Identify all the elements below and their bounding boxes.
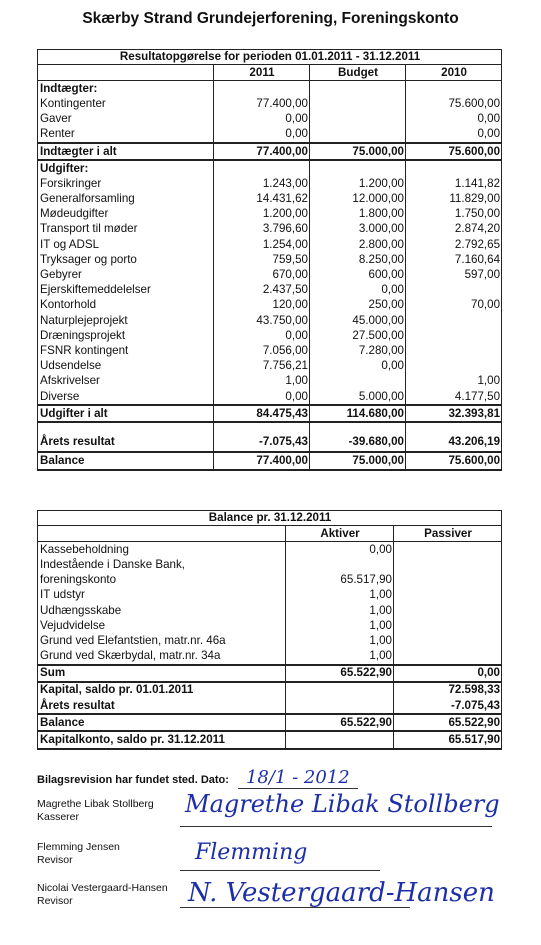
row-value: 2.874,20: [406, 222, 502, 237]
row-value: 65.522,90: [286, 665, 394, 682]
row-value: 0,00: [286, 542, 394, 558]
row-value: 1,00: [214, 374, 310, 389]
row-value: 1.200,00: [310, 176, 406, 191]
revision-statement: [37, 767, 358, 788]
signatory-2: [37, 841, 120, 867]
table-row: [38, 343, 502, 358]
row-value: 5.000,00: [310, 389, 406, 405]
row-label: Sum: [38, 665, 286, 682]
row-value: [394, 588, 502, 603]
row-value: 120,00: [214, 298, 310, 313]
row-value: 0,00: [406, 127, 502, 143]
table-row: [38, 649, 502, 665]
row-value: 72.598,33: [394, 682, 502, 698]
signature-line: [180, 907, 410, 908]
row-value: 43.750,00: [214, 313, 310, 328]
table-row: [38, 698, 502, 714]
column-header: 2010: [406, 65, 502, 81]
table-row: [38, 452, 502, 469]
row-value: 0,00: [406, 112, 502, 127]
row-label: Indtægter i alt: [38, 143, 214, 160]
row-value: [310, 422, 406, 433]
table-row: [38, 176, 502, 191]
row-label: Kontorhold: [38, 298, 214, 313]
row-value: 77.400,00: [214, 96, 310, 111]
row-value: 75.000,00: [310, 452, 406, 469]
row-value: 2.792,65: [406, 237, 502, 252]
row-value: [310, 160, 406, 176]
signatory-role: Kasserer: [37, 811, 80, 823]
table-row: [38, 389, 502, 405]
table-row: [38, 112, 502, 127]
row-value: 1.800,00: [310, 207, 406, 222]
row-value: 65.522,90: [286, 714, 394, 731]
row-value: 4.177,50: [406, 389, 502, 405]
row-value: 1,00: [286, 649, 394, 665]
table-row: [38, 192, 502, 207]
row-value: 65.517,90: [286, 573, 394, 588]
row-label: Diverse: [38, 389, 214, 405]
table-row: [38, 96, 502, 111]
row-label: Indestående i Danske Bank,: [38, 557, 286, 572]
row-value: 12.000,00: [310, 192, 406, 207]
table-row: [38, 160, 502, 176]
row-value: 1.141,82: [406, 176, 502, 191]
row-label: Ejerskiftemeddelelser: [38, 283, 214, 298]
row-value: 0,00: [214, 112, 310, 127]
row-value: 8.250,00: [310, 252, 406, 267]
column-header: 2011: [214, 65, 310, 81]
row-value: [406, 359, 502, 374]
column-header: Passiver: [394, 526, 502, 542]
table-row: [38, 588, 502, 603]
row-value: -7.075,43: [214, 433, 310, 452]
signatory-1: [37, 798, 154, 824]
row-label: Gaver: [38, 112, 214, 127]
row-value: 77.400,00: [214, 143, 310, 160]
table-caption: Resultatopgørelse for perioden 01.01.2011 - 31.12.2011: [38, 50, 502, 65]
row-label: Udgifter i alt: [38, 405, 214, 422]
row-value: 27.500,00: [310, 328, 406, 343]
row-label: FSNR kontingent: [38, 343, 214, 358]
row-value: 43.206,19: [406, 433, 502, 452]
row-value: [394, 649, 502, 665]
row-label: IT og ADSL: [38, 237, 214, 252]
row-value: [286, 557, 394, 572]
row-value: [310, 81, 406, 97]
table-row: [38, 222, 502, 237]
table-row: [38, 207, 502, 222]
row-value: [394, 633, 502, 648]
row-label: Gebyrer: [38, 267, 214, 282]
row-value: 65.517,90: [394, 731, 502, 748]
signatory-3: [37, 882, 168, 908]
revision-text: Bilagsrevision har fundet sted. Dato:: [37, 774, 229, 786]
row-value: 11.829,00: [406, 192, 502, 207]
table-row: [38, 665, 502, 682]
row-label: Generalforsamling: [38, 192, 214, 207]
row-value: [214, 81, 310, 97]
row-value: 75.600,00: [406, 452, 502, 469]
row-value: [214, 422, 310, 433]
row-label: IT udstyr: [38, 588, 286, 603]
row-value: 1,00: [286, 618, 394, 633]
table-row: [38, 313, 502, 328]
signatory-name: Flemming Jensen: [37, 841, 120, 853]
document-title: Skærby Strand Grundejerforening, Foreningskonto: [82, 10, 459, 27]
row-value: 77.400,00: [214, 452, 310, 469]
row-value: 2.437,50: [214, 283, 310, 298]
row-value: 7.280,00: [310, 343, 406, 358]
row-value: 0,00: [214, 328, 310, 343]
row-value: 0,00: [394, 665, 502, 682]
row-value: 7.160,64: [406, 252, 502, 267]
column-header: [38, 526, 286, 542]
row-value: 1.200,00: [214, 207, 310, 222]
row-label: Udhængsskabe: [38, 603, 286, 618]
row-value: 600,00: [310, 267, 406, 282]
table-row: [38, 405, 502, 422]
row-value: [406, 422, 502, 433]
row-value: [394, 542, 502, 558]
row-label: Kassebeholdning: [38, 542, 286, 558]
row-value: 1,00: [286, 588, 394, 603]
row-value: 84.475,43: [214, 405, 310, 422]
row-value: -39.680,00: [310, 433, 406, 452]
column-header: Aktiver: [286, 526, 394, 542]
signature-stollberg: Magrethe Libak Stollberg: [185, 790, 500, 818]
row-label: Vejudvidelse: [38, 618, 286, 633]
row-label: Udgifter:: [38, 160, 214, 176]
row-value: 65.522,90: [394, 714, 502, 731]
table-row: [38, 682, 502, 698]
table-row: [38, 374, 502, 389]
row-label: foreningskonto: [38, 573, 286, 588]
row-value: 0,00: [214, 389, 310, 405]
row-value: 0,00: [310, 283, 406, 298]
row-value: 32.393,81: [406, 405, 502, 422]
table-row: [38, 267, 502, 282]
row-label: Kapitalkonto, saldo pr. 31.12.2011: [38, 731, 286, 748]
row-value: [394, 573, 502, 588]
row-value: [394, 618, 502, 633]
row-value: [406, 343, 502, 358]
row-value: [406, 313, 502, 328]
row-value: 75.600,00: [406, 143, 502, 160]
table-row: [38, 359, 502, 374]
signature-line: [180, 870, 380, 871]
table-row: [38, 127, 502, 143]
revision-date: 18/1 - 2012: [238, 767, 358, 789]
table-row: [38, 328, 502, 343]
table-row: [38, 603, 502, 618]
row-value: 1,00: [286, 603, 394, 618]
row-label: Indtægter:: [38, 81, 214, 97]
row-value: 3.000,00: [310, 222, 406, 237]
row-value: [286, 682, 394, 698]
row-label: Kontingenter: [38, 96, 214, 111]
row-value: 45.000,00: [310, 313, 406, 328]
row-value: 597,00: [406, 267, 502, 282]
row-value: [310, 112, 406, 127]
table-caption: Balance pr. 31.12.2011: [38, 511, 502, 526]
row-label: Naturplejeprojekt: [38, 313, 214, 328]
row-value: 2.800,00: [310, 237, 406, 252]
row-label: Tryksager og porto: [38, 252, 214, 267]
row-value: [286, 698, 394, 714]
row-value: 1.254,00: [214, 237, 310, 252]
table-row: [38, 237, 502, 252]
row-label: Årets resultat: [38, 698, 286, 714]
row-value: [406, 160, 502, 176]
row-value: 75.600,00: [406, 96, 502, 111]
row-value: 14.431,62: [214, 192, 310, 207]
table-row: [38, 81, 502, 97]
signatory-name: Nicolai Vestergaard-Hansen: [37, 882, 168, 894]
signature-vestergaard: N. Vestergaard-Hansen: [188, 878, 495, 908]
table-row: [38, 573, 502, 588]
results-table: [37, 49, 502, 471]
table-row: [38, 143, 502, 160]
signature-jensen: Flemming: [195, 840, 308, 865]
row-label: Årets resultat: [38, 433, 214, 452]
row-label: Afskrivelser: [38, 374, 214, 389]
row-value: 670,00: [214, 267, 310, 282]
row-label: Balance: [38, 714, 286, 731]
row-value: 1,00: [286, 633, 394, 648]
table-row: [38, 542, 502, 558]
signatory-role: Revisor: [37, 895, 73, 907]
row-value: 1.243,00: [214, 176, 310, 191]
row-value: 3.796,60: [214, 222, 310, 237]
row-value: 7.056,00: [214, 343, 310, 358]
row-value: -7.075,43: [394, 698, 502, 714]
signatory-name: Magrethe Libak Stollberg: [37, 798, 154, 810]
balance-table: [37, 510, 502, 750]
row-value: 250,00: [310, 298, 406, 313]
table-row: [38, 422, 502, 433]
row-value: 0,00: [310, 359, 406, 374]
row-value: [406, 81, 502, 97]
table-row: [38, 714, 502, 731]
table-row: [38, 433, 502, 452]
row-label: Transport til møder: [38, 222, 214, 237]
row-value: [406, 283, 502, 298]
row-value: [394, 557, 502, 572]
row-label: [38, 422, 214, 433]
row-label: Grund ved Skærbydal, matr.nr. 34a: [38, 649, 286, 665]
row-label: Grund ved Elefantstien, matr.nr. 46a: [38, 633, 286, 648]
row-value: [214, 160, 310, 176]
row-label: Renter: [38, 127, 214, 143]
row-value: 759,50: [214, 252, 310, 267]
row-label: Udsendelse: [38, 359, 214, 374]
row-value: 0,00: [214, 127, 310, 143]
signatory-role: Revisor: [37, 854, 73, 866]
row-value: 70,00: [406, 298, 502, 313]
row-label: Forsikringer: [38, 176, 214, 191]
column-header: Budget: [310, 65, 406, 81]
row-label: Balance: [38, 452, 214, 469]
row-value: [394, 603, 502, 618]
row-value: 1.750,00: [406, 207, 502, 222]
table-row: [38, 633, 502, 648]
column-header: [38, 65, 214, 81]
row-value: [310, 374, 406, 389]
row-label: Mødeudgifter: [38, 207, 214, 222]
signature-line: [180, 826, 492, 827]
table-row: [38, 731, 502, 748]
row-value: 114.680,00: [310, 405, 406, 422]
table-row: [38, 252, 502, 267]
row-value: [406, 328, 502, 343]
row-value: [310, 127, 406, 143]
row-value: 75.000,00: [310, 143, 406, 160]
row-label: Kapital, saldo pr. 01.01.2011: [38, 682, 286, 698]
row-value: 7.756,21: [214, 359, 310, 374]
table-row: [38, 557, 502, 572]
table-row: [38, 618, 502, 633]
row-value: 1,00: [406, 374, 502, 389]
row-value: [286, 731, 394, 748]
row-label: Dræningsprojekt: [38, 328, 214, 343]
table-row: [38, 283, 502, 298]
table-row: [38, 298, 502, 313]
row-value: [310, 96, 406, 111]
